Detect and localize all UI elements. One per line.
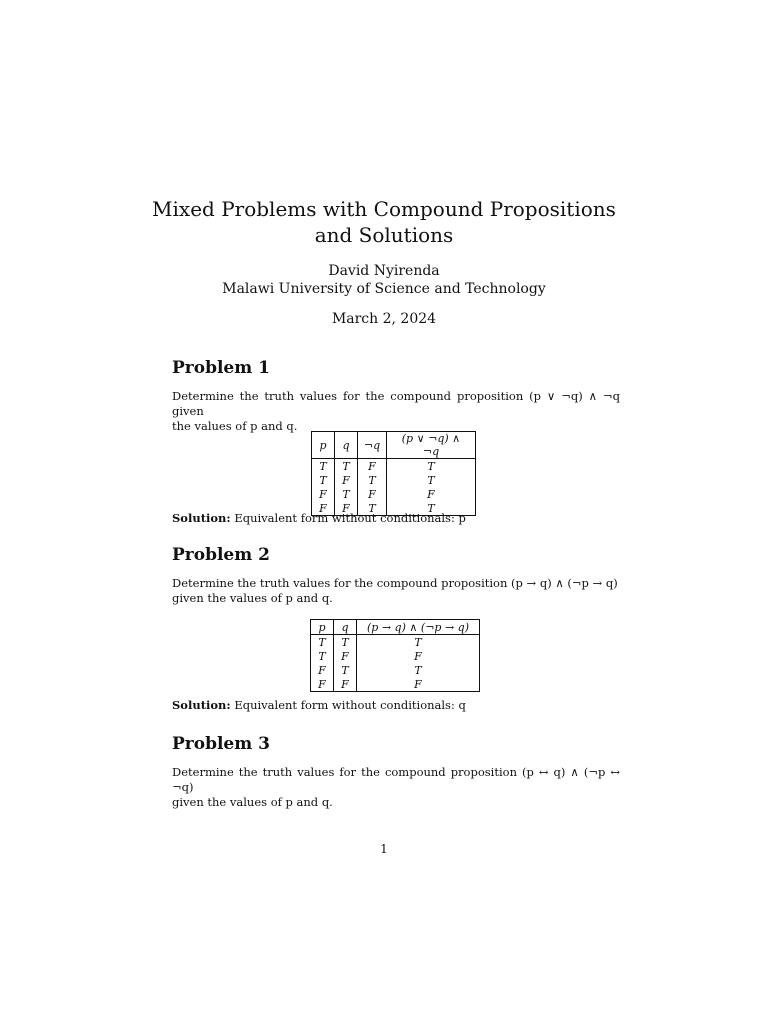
table-cell: T xyxy=(319,459,327,473)
problem-3-text-line-2: given the values of p and q. xyxy=(172,795,333,809)
table-row xyxy=(311,677,480,692)
table-row xyxy=(311,649,480,663)
title-line-2: and Solutions xyxy=(314,223,454,247)
table-row xyxy=(312,459,476,474)
table-cell: T xyxy=(357,635,480,650)
table-header-cell: q xyxy=(335,432,358,459)
table-cell: F xyxy=(319,501,327,515)
table-cell: F xyxy=(387,487,476,501)
table-cell: T xyxy=(335,487,358,501)
author: David Nyirenda xyxy=(328,263,440,279)
problem-2-heading: Problem 2 xyxy=(172,545,270,565)
problem-1-heading: Problem 1 xyxy=(172,358,270,378)
problem-3-statement xyxy=(172,765,620,810)
table-header-cell: (p → q) ∧ (¬p → q) xyxy=(357,620,480,635)
problem-2-text-line-2: given the values of p and q. xyxy=(172,591,333,605)
table-cell: F xyxy=(358,459,387,474)
problem-1-solution xyxy=(172,511,466,526)
problem-1-statement xyxy=(172,389,620,434)
table-cell: F xyxy=(319,487,327,501)
table-cell: T xyxy=(387,459,476,474)
date: March 2, 2024 xyxy=(331,311,437,327)
solution-text: Equivalent form without conditionals: p xyxy=(234,511,466,525)
table-cell: T xyxy=(334,635,357,650)
solution-text: Equivalent form without conditionals: q xyxy=(234,698,466,712)
table-cell: F xyxy=(334,677,357,692)
table-header-cell: p xyxy=(312,432,335,459)
table-cell: F xyxy=(334,649,357,663)
page-number: 1 xyxy=(380,842,388,856)
problem-2-text-line-1: Determine the truth values for the compound proposition (p → q) ∧ (¬p → q) xyxy=(172,576,618,590)
problem-1-truth-table xyxy=(311,431,476,516)
title-line-1: Mixed Problems with Compound Propositions xyxy=(152,197,616,221)
table-cell: T xyxy=(387,473,476,487)
table-cell: F xyxy=(335,501,358,516)
problem-3-heading: Problem 3 xyxy=(172,734,270,754)
table-header-row xyxy=(311,620,480,635)
table-cell: F xyxy=(358,487,387,501)
table-cell: T xyxy=(335,459,358,474)
problem-1-text-line-2: the values of p and q. xyxy=(172,419,298,433)
table-cell: T xyxy=(318,635,326,649)
affiliation: Malawi University of Science and Technology xyxy=(222,281,546,297)
table-cell: T xyxy=(319,473,327,487)
table-header-cell: (p ∨ ¬q) ∧ ¬q xyxy=(387,432,476,459)
table-cell: F xyxy=(318,677,326,691)
table-cell: F xyxy=(357,649,480,663)
problem-1-text-line-1: Determine the truth values for the compound proposition (p ∨ ¬q) ∧ ¬q given xyxy=(172,389,620,418)
table-cell: T xyxy=(357,663,480,677)
table-row xyxy=(312,487,476,501)
problem-3-text-line-1: Determine the truth values for the compound proposition (p ↔ q) ∧ (¬p ↔ ¬q) xyxy=(172,765,620,794)
table-cell: F xyxy=(318,663,326,677)
table-cell: T xyxy=(358,501,387,516)
table-cell: F xyxy=(335,473,358,487)
table-header-cell: ¬q xyxy=(358,432,387,459)
problem-2-statement xyxy=(172,576,620,606)
problem-2-solution xyxy=(172,698,466,713)
table-row xyxy=(311,635,480,650)
table-cell: T xyxy=(334,663,357,677)
table-cell: T xyxy=(358,473,387,487)
solution-label: Solution: xyxy=(172,511,231,525)
problem-2-truth-table xyxy=(310,619,480,692)
table-cell: F xyxy=(357,677,480,692)
table-cell: T xyxy=(387,501,476,516)
table-header-cell: p xyxy=(311,620,334,635)
table-cell: T xyxy=(318,649,326,663)
table-row xyxy=(311,663,480,677)
table-row xyxy=(312,473,476,487)
solution-label: Solution: xyxy=(172,698,231,712)
table-header-row xyxy=(312,432,476,459)
table-header-cell: q xyxy=(334,620,357,635)
